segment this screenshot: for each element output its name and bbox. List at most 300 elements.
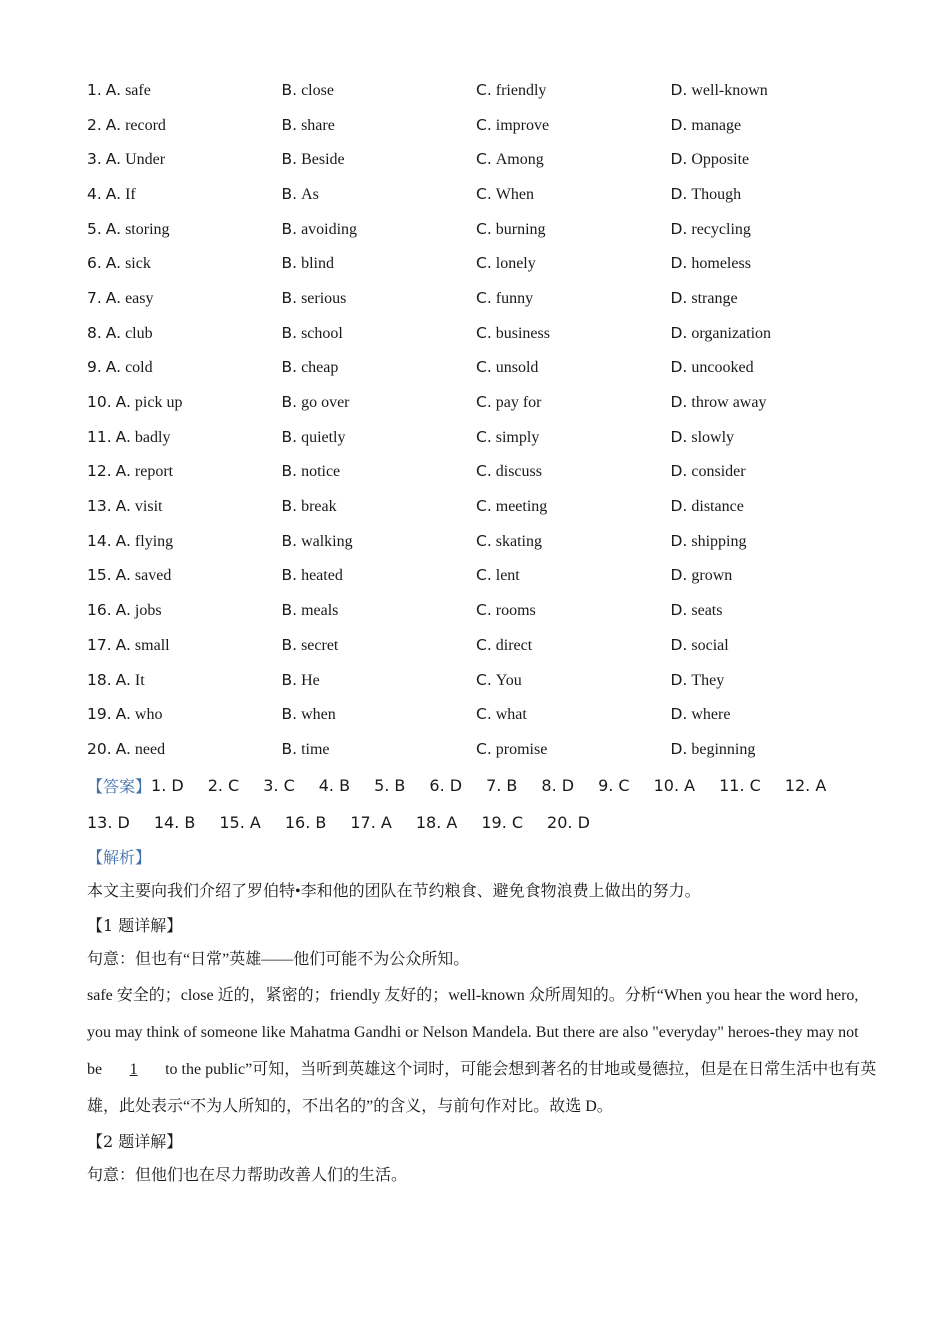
option-label: B. [281, 150, 298, 169]
question-row [87, 142, 877, 177]
question-number: 17. [87, 635, 112, 654]
question-row [87, 108, 877, 143]
option-a [87, 462, 282, 481]
option-d [671, 289, 866, 308]
question-row [87, 212, 877, 247]
option-b [282, 636, 477, 655]
option-c [476, 150, 671, 169]
option-label: D. [670, 80, 688, 99]
option-text: pay for [495, 394, 542, 412]
option-d [671, 566, 866, 585]
answer-item: 6. D [429, 775, 463, 795]
option-text: cold [125, 359, 153, 377]
option-c [476, 428, 671, 447]
option-d [671, 740, 866, 759]
summary-text: 本文主要向我们介绍了罗伯特•李和他的团队在节约粮食、避免食物浪费上做出的努力。 [87, 882, 701, 900]
option-b [282, 358, 477, 377]
option-c [476, 254, 671, 273]
option-label: C. [476, 323, 492, 342]
option-d [671, 636, 866, 655]
option-label: C. [476, 184, 492, 203]
option-text: It [134, 671, 145, 689]
option-label: C. [476, 531, 492, 550]
option-text: serious [301, 289, 347, 307]
option-text: grown [691, 567, 733, 585]
option-d [671, 116, 866, 135]
question-number: 7. [87, 288, 102, 307]
option-text: business [495, 324, 550, 342]
option-label [87, 358, 121, 376]
option-label: D. [670, 739, 688, 758]
option-a [87, 497, 282, 516]
option-text: promise [495, 740, 548, 758]
answer-item: 2. C [207, 775, 240, 795]
option-a [87, 566, 282, 585]
option-text: share [301, 116, 335, 134]
option-text: close [301, 81, 334, 99]
option-text: meals [301, 602, 339, 620]
option-text: lent [495, 567, 520, 585]
option-text: avoiding [301, 220, 358, 238]
option-label: C. [476, 80, 492, 99]
question-number: 8. [87, 323, 102, 342]
option-b [282, 462, 477, 481]
option-text: You [495, 671, 522, 689]
option-d [671, 393, 866, 412]
option-text: recycling [691, 220, 751, 238]
question-number: 20. [87, 739, 112, 758]
option-text: Though [691, 185, 742, 203]
question-row [87, 524, 877, 559]
option-c [476, 324, 671, 343]
question-row [87, 663, 877, 698]
option-text: rooms [495, 602, 536, 620]
option-label: B. [281, 739, 298, 758]
option-c [476, 358, 671, 377]
option-a [87, 116, 282, 135]
answer-item: 16. B [284, 812, 327, 832]
answer-item: 18. A [415, 812, 458, 832]
question-number: 13. [87, 497, 112, 516]
option-c [476, 636, 671, 655]
option-text: simply [495, 428, 540, 446]
q1-detail-before: safe 安全的；close 近的，紧密的；friendly 友好的；well-known 众所周知的。分析“When you hear the word hero, you may think of someone like Mahatma Gandhi or Nelson Mandela. But there are also "everyday" heroes-they may not be [87, 986, 859, 1078]
option-label: C. [476, 566, 492, 585]
option-text: heated [301, 567, 343, 585]
option-text: homeless [691, 255, 751, 273]
option-a [87, 289, 282, 308]
option-c [476, 566, 671, 585]
option-a [87, 254, 282, 273]
option-text: friendly [495, 81, 547, 99]
q1-heading: 【1 题详解】 [87, 915, 183, 935]
option-d [671, 428, 866, 447]
answer-item: 20. D [547, 812, 590, 832]
option-label: D. [670, 705, 688, 724]
option-label: C. [476, 635, 492, 654]
question-number: 10. [87, 393, 112, 412]
option-text: unsold [495, 359, 539, 377]
option-b [282, 671, 477, 690]
option-text: meeting [495, 498, 548, 516]
option-label-a: A. [105, 115, 122, 134]
option-a [87, 532, 282, 551]
option-label [87, 740, 131, 758]
option-b [282, 393, 477, 412]
answer-item: 4. B [318, 775, 351, 795]
option-a [87, 705, 282, 724]
option-label: B. [281, 254, 298, 273]
option-label [87, 705, 131, 723]
question-row [87, 246, 877, 281]
question-row [87, 420, 877, 455]
option-d [671, 705, 866, 724]
option-a [87, 740, 282, 759]
option-text: social [691, 636, 729, 654]
option-c [476, 220, 671, 239]
option-label-a: A. [115, 531, 131, 550]
question-row [87, 628, 877, 663]
option-b [282, 185, 477, 204]
option-text: As [301, 185, 319, 203]
option-text: go over [301, 394, 350, 412]
option-label-a: A. [105, 254, 122, 273]
option-label [87, 393, 131, 411]
option-c [476, 740, 671, 759]
option-label: B. [281, 462, 298, 481]
option-label: B. [281, 219, 298, 238]
option-text: small [134, 636, 170, 654]
option-label: C. [476, 288, 492, 307]
option-label: B. [281, 358, 298, 377]
option-d [671, 358, 866, 377]
option-d [671, 185, 866, 204]
option-b [282, 497, 477, 516]
option-a [87, 220, 282, 239]
option-label-a: A. [105, 219, 122, 238]
option-a [87, 185, 282, 204]
question-number: 5. [87, 219, 102, 238]
option-b [282, 150, 477, 169]
option-text: quietly [301, 428, 346, 446]
option-text: Among [495, 151, 544, 169]
question-number: 19. [87, 705, 112, 724]
option-label-a: A. [115, 670, 131, 689]
option-label [87, 150, 121, 168]
q1-blank: 1 [129, 1060, 138, 1078]
option-d [671, 462, 866, 481]
option-label [87, 220, 121, 238]
option-label: B. [281, 323, 298, 342]
option-label-a: A. [115, 462, 131, 481]
option-label: B. [281, 635, 298, 654]
option-text: storing [125, 220, 170, 238]
q1-detail [87, 977, 877, 1125]
option-text: sick [125, 255, 151, 273]
option-label: C. [476, 462, 492, 481]
option-label: D. [670, 462, 688, 481]
option-c [476, 393, 671, 412]
analysis-label: 【解析】 [87, 847, 152, 867]
question-row [87, 73, 877, 108]
answer-item: 9. C [598, 775, 630, 795]
option-text: strange [691, 289, 738, 307]
option-text: funny [495, 289, 534, 307]
option-label: B. [281, 497, 298, 516]
option-a [87, 150, 282, 169]
option-label-a: A. [105, 80, 122, 99]
option-label [87, 254, 121, 272]
option-text: saved [134, 567, 172, 585]
option-label: D. [670, 497, 688, 516]
option-b [282, 705, 477, 724]
option-text: seats [691, 602, 723, 620]
option-label: B. [281, 705, 298, 724]
option-a [87, 324, 282, 343]
option-label-a: A. [115, 635, 131, 654]
q2-heading: 【2 题详解】 [87, 1131, 183, 1151]
option-label: B. [281, 531, 298, 550]
option-label: C. [476, 601, 492, 620]
option-text: organization [691, 324, 772, 342]
answer-item: 12. A [784, 775, 827, 795]
option-c [476, 671, 671, 690]
option-label [87, 185, 121, 203]
option-text: badly [134, 428, 171, 446]
answer-item: 19. C [481, 812, 524, 832]
option-label: C. [476, 739, 492, 758]
question-number: 18. [87, 670, 112, 689]
option-c [476, 497, 671, 516]
option-label [87, 116, 121, 134]
option-text: blind [301, 255, 334, 273]
option-text: jobs [134, 602, 162, 620]
option-text: notice [301, 463, 341, 481]
option-label: C. [476, 219, 492, 238]
option-b [282, 289, 477, 308]
option-a [87, 428, 282, 447]
option-c [476, 185, 671, 204]
option-a [87, 636, 282, 655]
option-label: B. [281, 427, 298, 446]
option-label-a: A. [105, 358, 122, 377]
option-label: B. [281, 566, 298, 585]
option-label: C. [476, 427, 492, 446]
option-c [476, 705, 671, 724]
option-text: throw away [691, 394, 767, 412]
answer-item: 17. A [350, 812, 392, 832]
question-number: 12. [87, 462, 112, 481]
answer-item: 10. A [653, 775, 696, 795]
document-page [87, 73, 877, 1193]
option-text: club [125, 324, 153, 342]
option-text: record [125, 116, 166, 134]
option-text: He [301, 671, 320, 689]
answer-line-2 [87, 804, 877, 841]
option-text: secret [301, 636, 339, 654]
answer-item: 5. B [374, 775, 406, 795]
option-label-a: A. [115, 601, 131, 620]
option-label [87, 81, 121, 99]
option-text: slowly [691, 428, 735, 446]
option-text: Opposite [691, 151, 750, 169]
option-text: improve [495, 116, 550, 134]
option-label-a: A. [105, 288, 122, 307]
option-label: C. [476, 150, 492, 169]
option-c [476, 601, 671, 620]
option-text: where [691, 706, 731, 724]
option-label: D. [670, 427, 688, 446]
option-label: D. [670, 393, 688, 412]
option-label: D. [670, 184, 688, 203]
option-b [282, 81, 477, 100]
option-text: school [301, 324, 343, 342]
option-label [87, 289, 121, 307]
option-c [476, 116, 671, 135]
option-a [87, 601, 282, 620]
option-b [282, 566, 477, 585]
answer-line-1 [87, 767, 877, 804]
option-label [87, 532, 131, 550]
answer-item: 13. D [87, 812, 130, 832]
q1-detail-after: to the public”可知，当听到英雄这个词时，可能会想到著名的甘地或曼德拉，但是在日常生活中也有英雄，此处表示“不为人所知的，不出名的”的含义，与前句作对比。故选 D。 [87, 1060, 877, 1115]
option-label: D. [670, 601, 688, 620]
q2-meaning: 句意：但他们也在尽力帮助改善人们的生活。 [87, 1166, 408, 1184]
option-b [282, 324, 477, 343]
option-label [87, 497, 131, 515]
question-number: 15. [87, 566, 112, 585]
option-label: D. [670, 150, 688, 169]
option-a [87, 81, 282, 100]
question-row [87, 559, 877, 594]
option-label: D. [670, 219, 688, 238]
option-label: B. [281, 670, 298, 689]
option-label-a: A. [105, 184, 122, 203]
option-d [671, 532, 866, 551]
answer-item: 15. A [219, 812, 261, 832]
option-text: direct [495, 636, 533, 654]
question-row [87, 593, 877, 628]
option-b [282, 601, 477, 620]
option-label: C. [476, 254, 492, 273]
option-b [282, 220, 477, 239]
option-c [476, 81, 671, 100]
option-b [282, 254, 477, 273]
option-label: D. [670, 288, 688, 307]
option-text: time [301, 740, 330, 758]
option-text: cheap [301, 359, 339, 377]
option-text: skating [495, 532, 542, 550]
option-label: C. [476, 670, 492, 689]
answer-item: 7. B [486, 775, 518, 795]
option-label-a: A. [115, 427, 131, 446]
option-label: C. [476, 497, 492, 516]
question-number: 14. [87, 531, 112, 550]
option-text: shipping [691, 532, 747, 550]
option-label-a: A. [105, 150, 122, 169]
option-text: distance [691, 498, 744, 516]
answer-item: 8. D [541, 775, 575, 795]
option-b [282, 532, 477, 551]
option-c [476, 532, 671, 551]
option-label: C. [476, 705, 492, 724]
question-number: 2. [87, 115, 102, 134]
option-text: flying [134, 532, 174, 550]
option-c [476, 289, 671, 308]
option-label-a: A. [115, 739, 131, 758]
option-label [87, 462, 131, 480]
option-text: easy [125, 289, 154, 307]
option-text: safe [125, 81, 151, 99]
option-a [87, 393, 282, 412]
option-text: report [134, 463, 174, 481]
option-c [476, 462, 671, 481]
answer-item: 11. C [719, 775, 761, 795]
option-a [87, 358, 282, 377]
option-text: burning [495, 220, 546, 238]
option-label: D. [670, 635, 688, 654]
option-label-a: A. [115, 566, 131, 585]
answer-items-2 [87, 813, 614, 832]
option-text: Under [125, 151, 166, 169]
option-text: uncooked [691, 359, 754, 377]
option-text: walking [301, 532, 353, 550]
option-text: When [495, 185, 534, 203]
option-text: who [134, 706, 163, 724]
option-label [87, 428, 131, 446]
question-row [87, 351, 877, 386]
question-row [87, 316, 877, 351]
option-d [671, 324, 866, 343]
option-label-a: A. [115, 393, 131, 412]
q1-meaning: 句意：但也有“日常”英雄——他们可能不为公众所知。 [87, 950, 470, 968]
option-label [87, 671, 131, 689]
answer-items-1 [151, 776, 850, 795]
question-number: 9. [87, 358, 102, 377]
question-number: 11. [87, 427, 112, 446]
option-text: beginning [691, 740, 756, 758]
option-label: C. [476, 393, 492, 412]
option-b [282, 116, 477, 135]
option-label: B. [281, 288, 298, 307]
option-text: pick up [134, 394, 183, 412]
question-row [87, 489, 877, 524]
question-number: 1. [87, 80, 102, 99]
option-label-a: A. [105, 323, 122, 342]
option-label: B. [281, 601, 298, 620]
question-row [87, 385, 877, 420]
option-label [87, 324, 121, 342]
question-row [87, 177, 877, 212]
question-number: 3. [87, 150, 102, 169]
option-label [87, 601, 131, 619]
answer-label: 【答案】 [87, 776, 152, 796]
question-row [87, 697, 877, 732]
option-text: Beside [301, 151, 345, 169]
option-label: C. [476, 358, 492, 377]
question-number: 6. [87, 254, 102, 273]
question-row [87, 732, 877, 767]
option-label: D. [670, 115, 688, 134]
option-text: lonely [495, 255, 536, 273]
option-label: B. [281, 184, 298, 203]
option-text: what [495, 706, 527, 724]
option-label: C. [476, 115, 492, 134]
option-text: manage [691, 116, 742, 134]
option-label: D. [670, 254, 688, 273]
answer-item: 3. C [263, 775, 295, 795]
option-b [282, 428, 477, 447]
